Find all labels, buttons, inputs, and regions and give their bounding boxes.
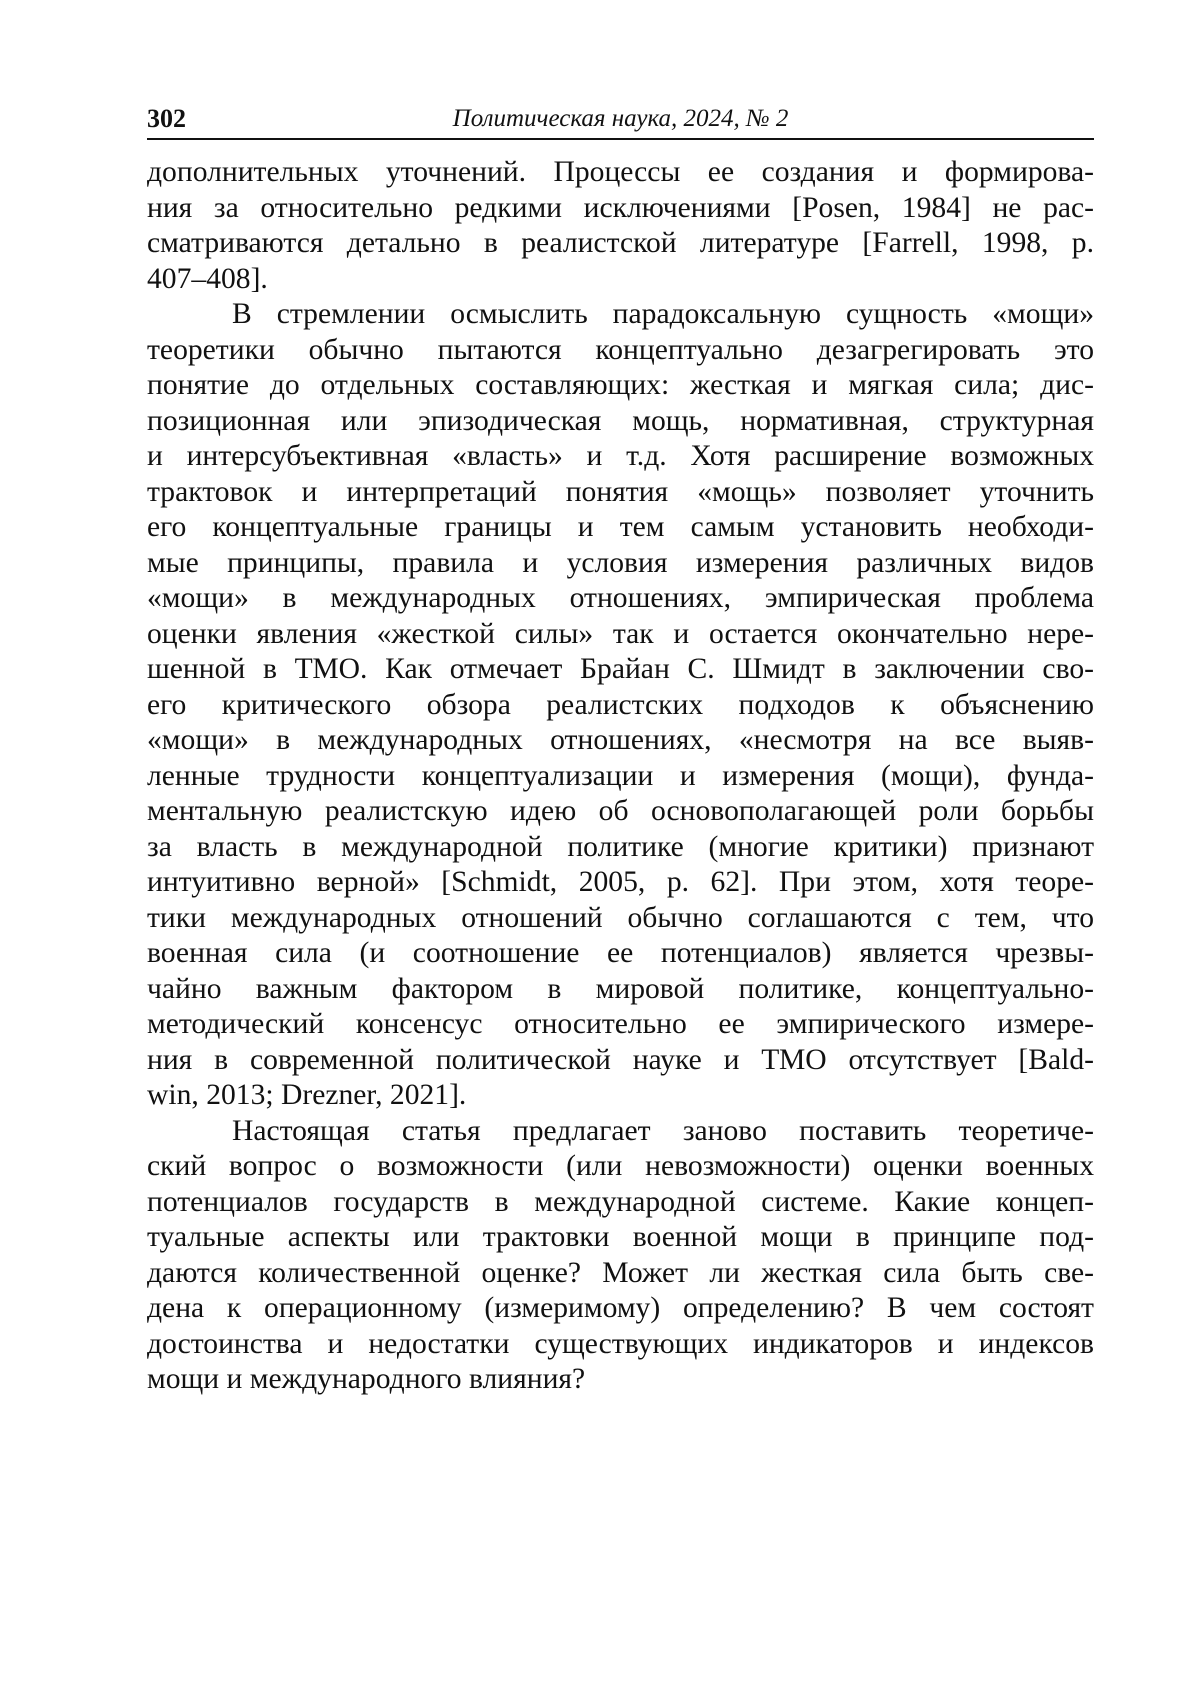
text-line: чайно важным фактором в мировой политике, концептуально- xyxy=(147,972,1094,1008)
paragraph xyxy=(147,297,1094,1114)
text-line: мощи и международного влияния? xyxy=(147,1362,1094,1398)
text-line: оценки явления «жесткой силы» так и остается окончательно нере- xyxy=(147,617,1094,653)
text-line: ния за относительно редкими исключениями [Posen, 1984] не рас- xyxy=(147,191,1094,227)
journal-title: Политическая наука, 2024, № 2 xyxy=(147,104,1094,134)
text-line: дена к операционному (измеримому) определению? В чем состоят xyxy=(147,1291,1094,1327)
text-line: достоинства и недостатки существующих индикаторов и индексов xyxy=(147,1327,1094,1363)
text-line: позиционная или эпизодическая мощь, нормативная, структурная xyxy=(147,404,1094,440)
text-line: теоретики обычно пытаются концептуально дезагрегировать это xyxy=(147,333,1094,369)
text-line: военная сила (и соотношение ее потенциалов) является чрезвы- xyxy=(147,936,1094,972)
text-line: шенной в ТМО. Как отмечает Брайан С. Шмидт в заключении сво- xyxy=(147,652,1094,688)
text-line: win, 2013; Drezner, 2021]. xyxy=(147,1078,1094,1114)
text-line: его критического обзора реалистских подходов к объяснению xyxy=(147,688,1094,724)
text-line: ния в современной политической науке и ТМО отсутствует [Bald- xyxy=(147,1043,1094,1079)
text-line: трактовок и интерпретаций понятия «мощь» позволяет уточнить xyxy=(147,475,1094,511)
text-line: туальные аспекты или трактовки военной мощи в принципе под- xyxy=(147,1220,1094,1256)
page-number: 302 xyxy=(147,104,186,134)
text-line: ленные трудности концептуализации и измерения (мощи), фунда- xyxy=(147,759,1094,795)
text-line: за власть в международной политике (многие критики) признают xyxy=(147,830,1094,866)
text-line: понятие до отдельных составляющих: жесткая и мягкая сила; дис- xyxy=(147,368,1094,404)
running-head xyxy=(147,100,1094,140)
text-line: тики международных отношений обычно соглашаются с тем, что xyxy=(147,901,1094,937)
text-line: В стремлении осмыслить парадоксальную сущность «мощи» xyxy=(147,297,1094,333)
text-line: ский вопрос о возможности (или невозможности) оценки военных xyxy=(147,1149,1094,1185)
text-line: «мощи» в международных отношениях, эмпирическая проблема xyxy=(147,581,1094,617)
text-line: интуитивно верной» [Schmidt, 2005, p. 62]. При этом, хотя теоре- xyxy=(147,865,1094,901)
text-line: дополнительных уточнений. Процессы ее создания и формирова- xyxy=(147,155,1094,191)
paragraph xyxy=(147,1114,1094,1398)
text-line: и интерсубъективная «власть» и т.д. Хотя расширение возможных xyxy=(147,439,1094,475)
text-line: его концептуальные границы и тем самым установить необходи- xyxy=(147,510,1094,546)
text-line: «мощи» в международных отношениях, «несмотря на все выяв- xyxy=(147,723,1094,759)
text-line: даются количественной оценке? Может ли жесткая сила быть све- xyxy=(147,1256,1094,1292)
text-line: Настоящая статья предлагает заново поставить теоретиче- xyxy=(147,1114,1094,1150)
document-page xyxy=(147,100,1094,1398)
article-body xyxy=(147,155,1094,1398)
text-line: 407–408]. xyxy=(147,262,1094,298)
text-line: потенциалов государств в международной системе. Какие концеп- xyxy=(147,1185,1094,1221)
paragraph xyxy=(147,155,1094,297)
text-line: мые принципы, правила и условия измерения различных видов xyxy=(147,546,1094,582)
text-line: сматриваются детально в реалистской литературе [Farrell, 1998, p. xyxy=(147,226,1094,262)
text-line: ментальную реалистскую идею об основополагающей роли борьбы xyxy=(147,794,1094,830)
text-line: методический консенсус относительно ее эмпирического измере- xyxy=(147,1007,1094,1043)
